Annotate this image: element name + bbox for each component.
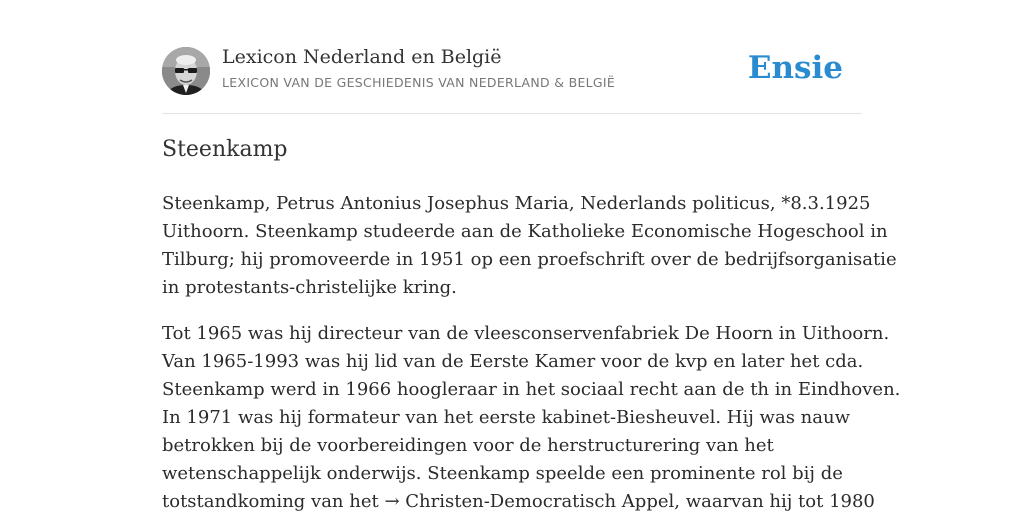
text-line: in protestants-christelijke kring.	[162, 277, 457, 298]
text-line: Tilburg; hij promoveerde in 1951 op een proefschrift over de bedrijfsorganisatie	[162, 249, 897, 270]
portrait-icon	[162, 47, 210, 95]
text-line: Steenkamp werd in 1966 hoogleraar in het sociaal recht aan de th in Eindhoven.	[162, 379, 901, 400]
text-line: Tot 1965 was hij directeur van de vleesconservenfabriek De Hoorn in Uithoorn.	[162, 323, 890, 344]
text-line: In 1971 was hij formateur van het eerste kabinet-Biesheuvel. Hij was nauw	[162, 407, 850, 428]
text-line: Uithoorn. Steenkamp studeerde aan de Katholieke Economische Hogeschool in	[162, 221, 888, 242]
text-line: betrokken bij de voorbereidingen voor de herstructurering van het	[162, 435, 774, 456]
brand-logo[interactable]: Ensie	[747, 50, 843, 86]
article-paragraph	[162, 320, 901, 512]
text-line: Steenkamp, Petrus Antonius Josephus Maria, Nederlands politicus, *8.3.1925	[162, 193, 871, 214]
source-subtitle: LEXICON VAN DE GESCHIEDENIS VAN NEDERLAND & BELGIË	[222, 75, 616, 90]
article-paragraph	[162, 190, 897, 302]
site-header	[162, 46, 862, 114]
page-title: Steenkamp	[162, 137, 288, 162]
text-line: Van 1965-1993 was hij lid van de Eerste Kamer voor de kvp en later het cda.	[162, 351, 864, 372]
author-avatar[interactable]	[162, 47, 210, 95]
article-body	[162, 190, 901, 512]
text-line: wetenschappelijk onderwijs. Steenkamp speelde een prominente rol bij de	[162, 463, 843, 484]
source-title[interactable]: Lexicon Nederland en België	[222, 46, 502, 68]
text-line-with-link[interactable]: totstandkoming van het → Christen-Democratisch Appel, waarvan hij tot 1980	[162, 491, 875, 512]
